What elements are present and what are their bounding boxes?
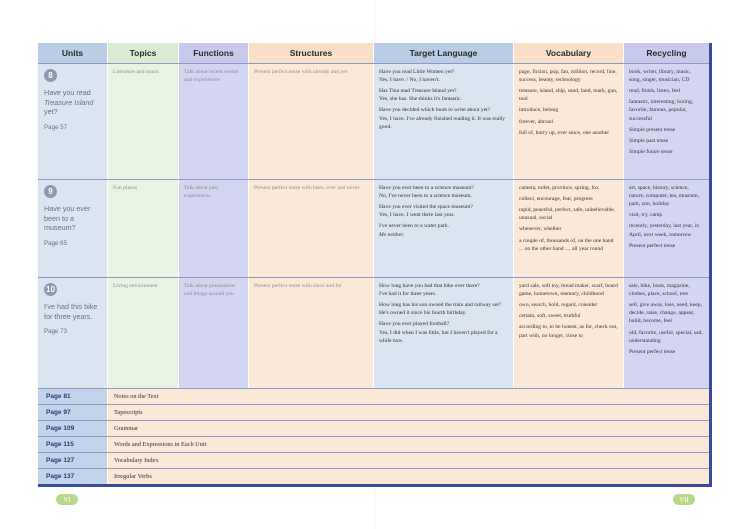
contents-table [38,43,712,487]
unit-title-italic: Treasure Island [44,97,94,107]
unit-cell [38,278,108,388]
vocab-line: own, search, hold, regard, consider [519,302,598,309]
appendix-page: Page 109 [38,421,108,436]
topic-cell: Literature and music [108,64,179,179]
unit-title-line: been to a museum? [44,213,76,233]
unit-title-line: yet? [44,107,58,117]
vocab-line: full of, hurry up, ever since, one another [519,129,610,136]
appendix-title: Irregular Verbs [108,469,709,484]
header-structures: Structures [249,43,374,63]
target-line: Have you ever visited the space museum? [379,204,473,211]
unit-row [38,277,709,388]
appendix-page: Page 137 [38,469,108,484]
target-language-cell [374,64,514,179]
recycling-line: recently, yesterday, last year, in April, next week, tomorrow [629,223,700,238]
appendix-page: Page 81 [38,389,108,404]
recycling-line: Simple past tense [629,137,669,144]
appendix-page: Page 115 [38,437,108,452]
target-line: Have you read Little Women yet? [379,69,455,75]
vocab-line: a couple of, thousands of, on the one hand ... on the other hand ..., all year round [519,237,614,252]
target-line: Me neither. [379,231,405,238]
target-line: How long have you had that bike over there? [379,283,480,289]
structure-cell: Present perfect tense with already and yet [249,64,374,179]
appendix-title: Tapescripts [108,405,709,420]
target-line: I've had it for three years. [379,291,437,298]
topic-cell: Living environment [108,278,179,388]
recycling-cell [624,180,709,277]
vocabulary-cell [514,278,624,388]
recycling-line: Simple future tense [629,148,673,155]
function-cell: Talk about possessions and things around you [179,278,249,388]
vocab-line: camera, toilet, province, spring, fox [519,185,599,191]
appendix-row [38,436,709,452]
unit-cell [38,180,108,277]
recycling-cell [624,278,709,388]
recycling-line: book, writer, library, music, song, singer, musician, CD [629,69,692,84]
target-language-cell [374,278,514,388]
vocab-line: forever, abroad [519,118,553,125]
vocab-line: yard sale, soft toy, bread maker, scarf, board game, hometown, memory, childhood [519,283,618,298]
recycling-line: read, finish, listen, feel [629,88,681,95]
target-line: Yes, she has. She thinks it's fantastic. [379,96,462,103]
target-line: I've never been to a water park. [379,223,450,230]
appendix-row [38,388,709,404]
target-line: How long has his son owned the train and railway set? [379,302,502,309]
unit-title-line: Have you read [44,88,91,97]
folio-left: VI [56,494,78,505]
target-line: Have you ever played football? [379,321,450,328]
function-cell: Talk about recent events and experiences [179,64,249,179]
unit-cell [38,64,108,179]
target-language-cell [374,180,514,277]
target-line: Have you decided which book to write about yet? [379,107,491,114]
unit-row [38,63,709,179]
recycling-line: fantastic, interesting, boring, favorite, famous, popular, successful [629,99,694,122]
vocab-line: according to, to be honest, as for, check out, part with, no longer, close to [519,324,618,339]
appendix-row [38,420,709,436]
target-line: Yes, I did when I was little, but I haven't played for a while now. [379,329,498,344]
recycling-line: Present perfect tense [629,348,676,355]
target-line: Have you ever been to a science museum? [379,185,474,191]
unit-page: Page 73 [44,328,68,336]
vocab-line: collect, encourage, fear, progress [519,196,593,203]
appendix-page: Page 127 [38,453,108,468]
vocabulary-cell [514,64,624,179]
target-line: Yes, I have. / No, I haven't. [379,77,440,84]
vocab-line: certain, soft, sweet, truthful [519,313,581,320]
vocab-line: page, fiction, pop, fan, million, record, line, success, beauty, technology [519,69,617,84]
appendix-row [38,468,709,484]
vocab-line: whenever, whether [519,226,562,233]
recycling-line: visit, try, camp [629,212,663,219]
header-vocabulary: Vocabulary [514,43,624,63]
header-target-language: Target Language [374,43,514,63]
recycling-line: old, favorite, useful, special, sad, understanding [629,329,703,344]
vocab-line: treasure, island, ship, sand, land, mark, gun, tool [519,88,618,103]
target-line: He's owned it since his fourth birthday. [379,310,467,317]
vocab-line: introduce, belong [519,107,559,114]
vocab-line: rapid, peaceful, perfect, safe, unbelievable, unusual, social [519,207,616,222]
recycling-line: sell, give away, lose, need, keep, decide, raise, change, appear, build, become, feel [629,302,702,325]
target-line: Yes, I have. I went there last year. [379,212,455,219]
target-line: Yes, I have. I've already finished reading it. It was really good. [379,115,506,130]
header-functions: Functions [179,43,249,63]
unit-title: I've had this bike for three years. [44,302,98,321]
unit-number-badge: 8 [44,69,57,82]
recycling-line: art, space, history, science, nature, computer, tea, museum, park, zoo, holiday [629,185,700,208]
recycling-line: sale, bike, book, magazine, clothes, place, school, tree [629,283,690,298]
structure-cell: Present perfect tense with since and for [249,278,374,388]
appendix-row [38,452,709,468]
header-units: Units [38,43,108,63]
recycling-line: Present perfect tense [629,242,676,249]
recycling-line: Simple present tense [629,126,676,133]
unit-number-badge: 10 [44,283,57,296]
recycling-cell [624,64,709,179]
appendix-page: Page 97 [38,405,108,420]
unit-title-line: Have you ever [44,204,91,213]
appendix-row [38,404,709,420]
appendix-title: Vocabulary Index [108,453,709,468]
appendix-title: Notes on the Text [108,389,709,404]
appendix-list [38,388,709,484]
folio-right: VII [673,494,695,505]
unit-row [38,179,709,277]
target-line: Has Tina read Treasure Island yet? [379,88,457,95]
structure-cell: Present perfect tense with been, ever and never [249,180,374,277]
unit-title [44,204,101,233]
function-cell: Talk about past experiences [179,180,249,277]
unit-title [44,88,101,117]
vocabulary-cell [514,180,624,277]
unit-page: Page 57 [44,124,68,132]
header-recycling: Recycling [624,43,709,63]
unit-number-badge: 9 [44,185,57,198]
unit-page: Page 65 [44,240,68,248]
target-line: No, I've never been to a science museum. [379,193,472,200]
appendix-title: Words and Expressions in Each Unit [108,437,709,452]
appendix-title: Grammar [108,421,709,436]
topic-cell: Fun places [108,180,179,277]
table-header [38,43,709,63]
header-topics: Topics [108,43,179,63]
